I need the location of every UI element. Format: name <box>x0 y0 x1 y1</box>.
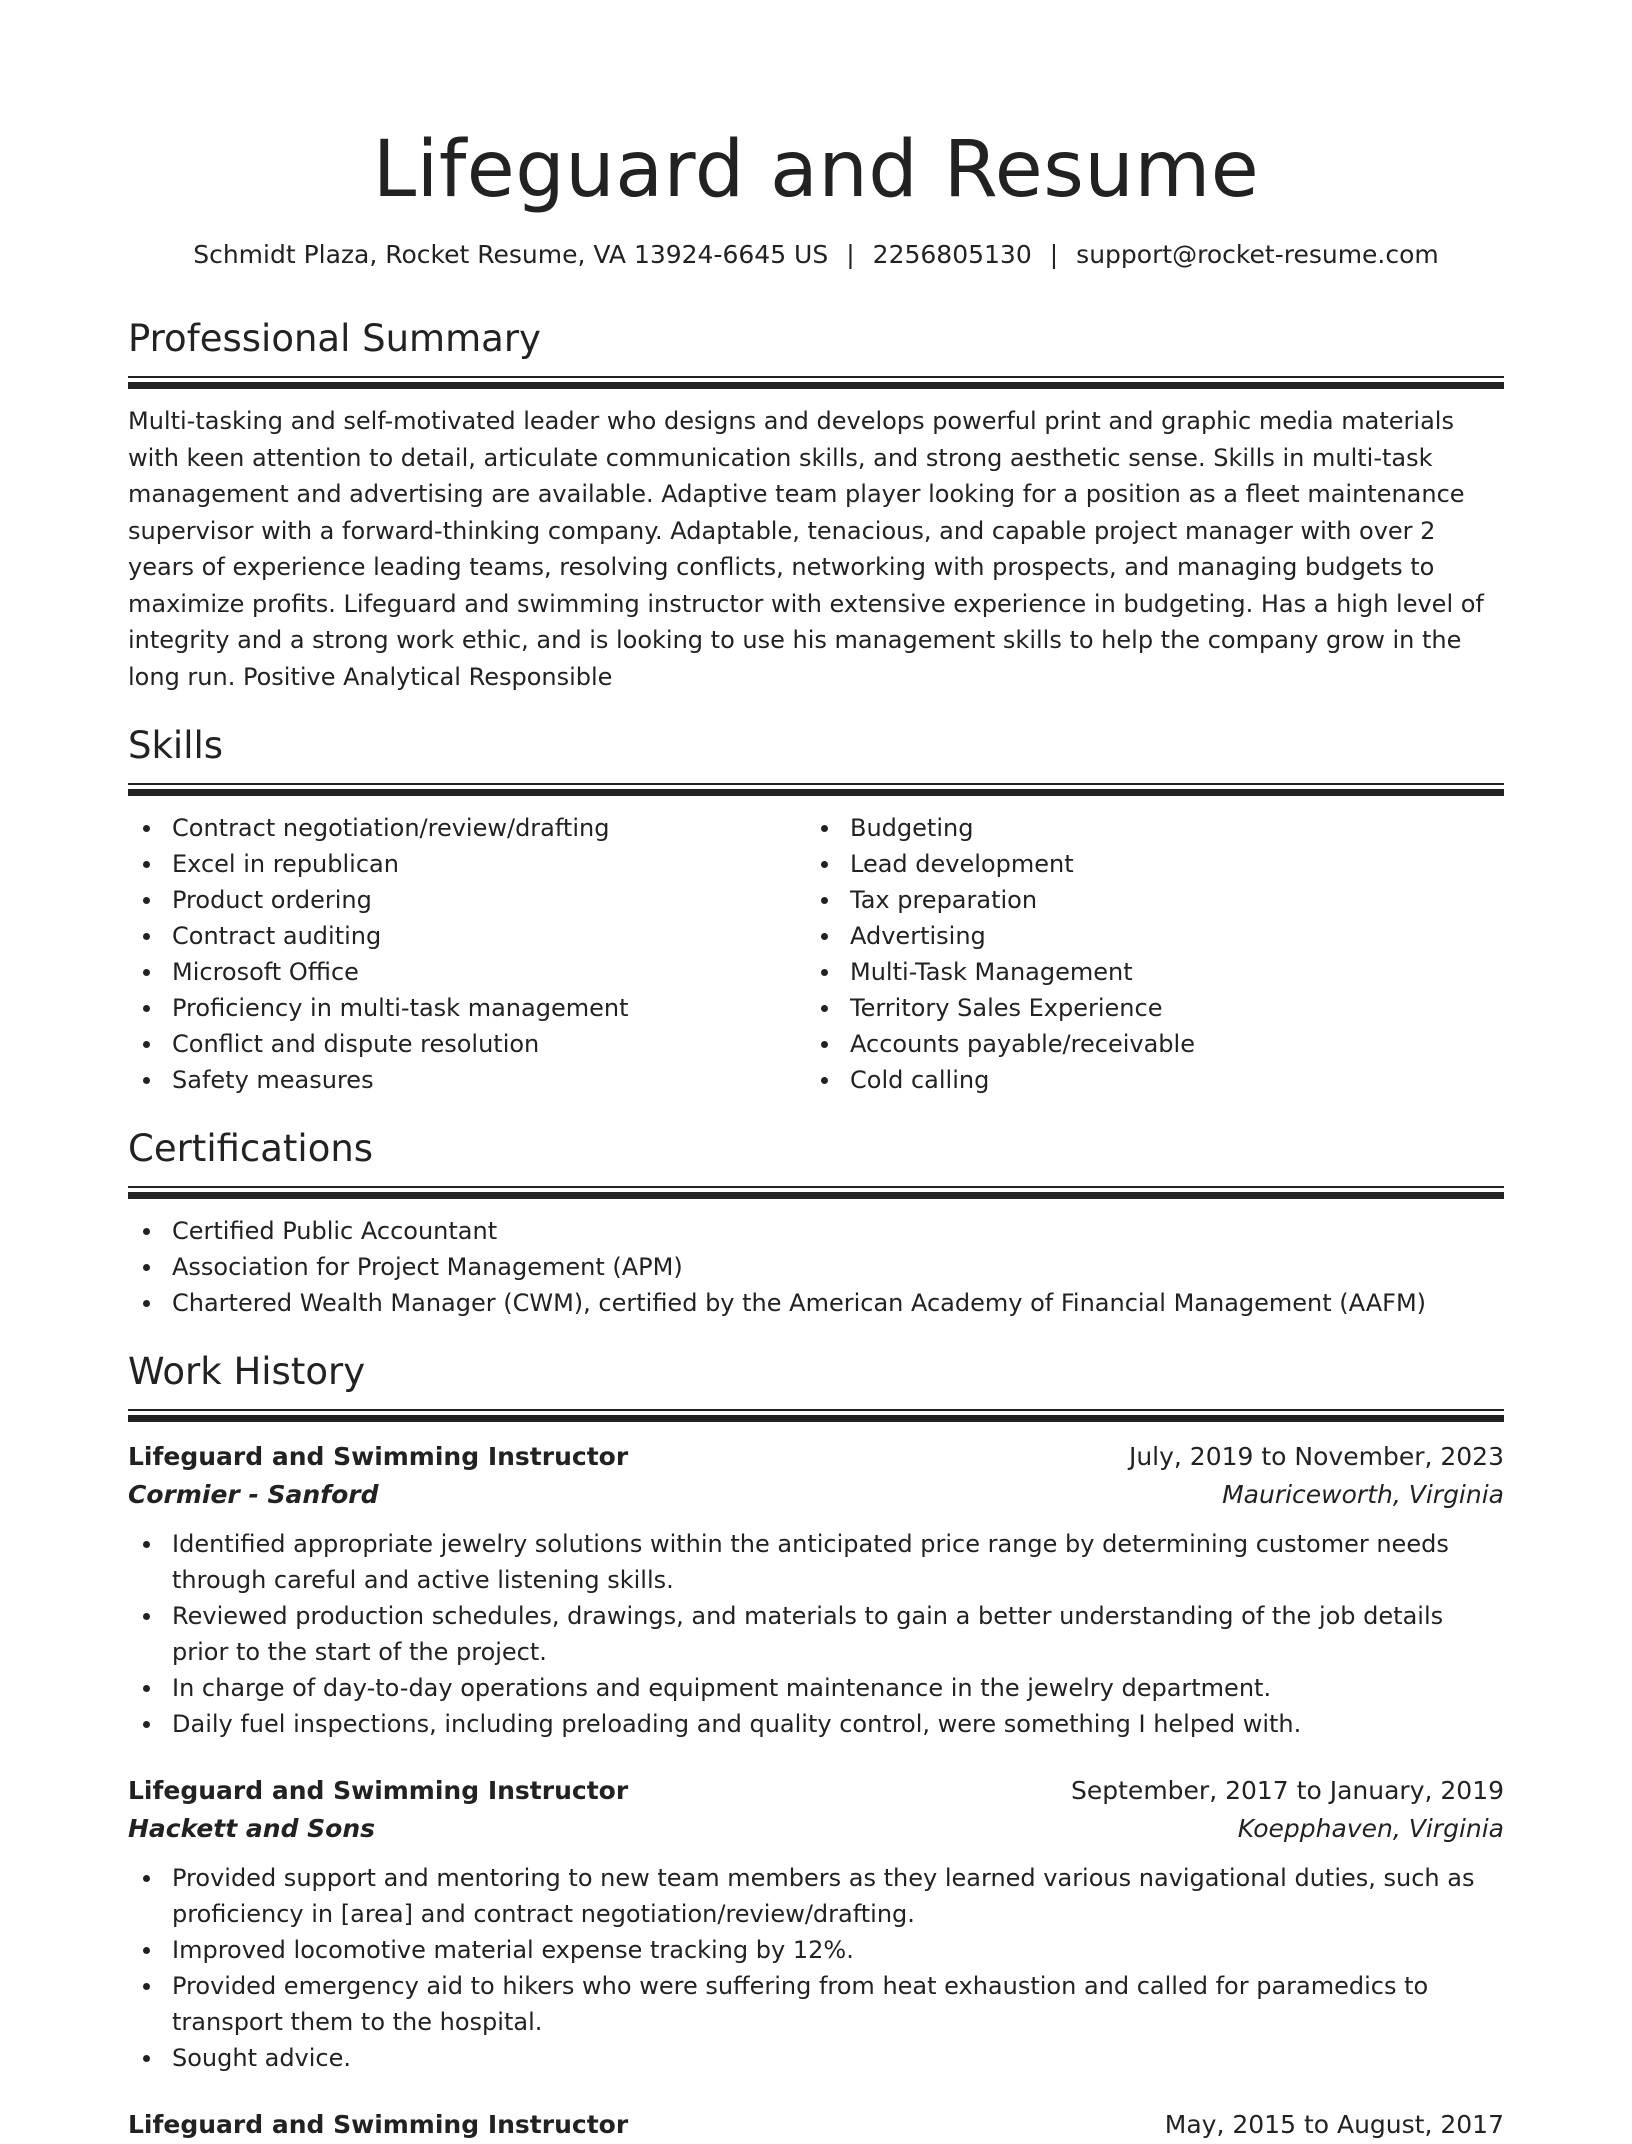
summary-heading: Professional Summary <box>128 317 541 360</box>
certification-item: Association for Project Management (APM) <box>128 1249 1504 1285</box>
skill-item: Contract auditing <box>128 918 806 954</box>
job-header <box>128 1772 1504 1810</box>
work-history-heading: Work History <box>128 1350 366 1393</box>
job-dates: September, 2017 to January, 2019 <box>1071 1776 1504 1805</box>
job-entry <box>128 1438 1504 1742</box>
certification-item: Certified Public Accountant <box>128 1213 1504 1249</box>
section-divider <box>128 1409 1504 1422</box>
contact-phone: 2256805130 <box>872 240 1032 269</box>
skill-item: Excel in republican <box>128 846 806 882</box>
job-bullet: In charge of day-to-day operations and equipment maintenance in the jewelry department. <box>128 1670 1504 1706</box>
summary-section <box>128 316 1504 695</box>
certifications-list <box>128 1213 1504 1321</box>
section-divider <box>128 1186 1504 1199</box>
skills-heading: Skills <box>128 724 224 767</box>
job-bullet: Daily fuel inspections, including preloading and quality control, were something I helped with. <box>128 1706 1504 1742</box>
skill-item: Tax preparation <box>806 882 1504 918</box>
certification-item: Chartered Wealth Manager (CWM), certified by the American Academy of Financial Management (AAFM) <box>128 1285 1504 1321</box>
resume-name: Lifeguard and Resume <box>372 125 1260 215</box>
contact-address: Schmidt Plaza, Rocket Resume, VA 13924-6645 US <box>193 240 829 269</box>
job-bullet: Provided emergency aid to hikers who were suffering from heat exhaustion and called for paramedics to transport them to the hospital. <box>128 1968 1504 2040</box>
job-bullets <box>128 1860 1504 2076</box>
job-bullet: Sought advice. <box>128 2040 1504 2076</box>
job-dates: May, 2015 to August, 2017 <box>1164 2110 1504 2139</box>
job-subheader <box>128 1810 1504 1848</box>
job-title: Lifeguard and Swimming Instructor <box>128 2110 629 2139</box>
job-subheader <box>128 1476 1504 1514</box>
job-title: Lifeguard and Swimming Instructor <box>128 1776 629 1805</box>
certifications-section <box>128 1126 1504 1321</box>
job-header <box>128 1438 1504 1476</box>
skill-item: Proficiency in multi-task management <box>128 990 806 1026</box>
job-bullet: Identified appropriate jewelry solutions within the anticipated price range by determining customer needs through careful and active listening skills. <box>128 1526 1504 1598</box>
job-title: Lifeguard and Swimming Instructor <box>128 1442 629 1471</box>
section-divider <box>128 376 1504 389</box>
contact-line <box>128 238 1504 272</box>
skill-item: Product ordering <box>128 882 806 918</box>
skill-item: Safety measures <box>128 1062 806 1098</box>
contact-separator: | <box>1049 240 1059 269</box>
summary-text: Multi-tasking and self-motivated leader who designs and develops powerful print and graphic media materials with keen attention to detail, articulate communication skills, and strong aesthetic sense. Skills in multi-task management and advertising are available. Adaptive team player looking for a position as a fleet maintenance supervisor with a forward-thinking company. Adaptable, tenacious, and capable project manager with over 2 years of experience leading teams, resolving conflicts, networking with prospects, and managing budgets to maximize profits. Lifeguard and swimming instructor with extensive experience in budgeting. Has a high level of integrity and a strong work ethic, and is looking to use his management skills to help the company grow in the long run. Positive Analytical Responsible <box>128 407 1484 691</box>
skill-item: Budgeting <box>806 810 1504 846</box>
job-company: Hackett and Sons <box>128 1814 376 1843</box>
job-dates: July, 2019 to November, 2023 <box>1128 1442 1504 1471</box>
skill-item: Multi-Task Management <box>806 954 1504 990</box>
job-company: Cormier - Sanford <box>128 1480 379 1509</box>
skill-item: Accounts payable/receivable <box>806 1026 1504 1062</box>
skill-item: Lead development <box>806 846 1504 882</box>
job-bullet: Provided support and mentoring to new team members as they learned various navigational duties, such as proficiency in [area] and contract negotiation/review/drafting. <box>128 1860 1504 1932</box>
job-bullet: Improved locomotive material expense tracking by 12%. <box>128 1932 1504 1968</box>
job-bullets <box>128 1526 1504 1742</box>
resume-page <box>128 0 1504 2144</box>
skills-grid <box>128 810 1504 1098</box>
skill-item: Cold calling <box>806 1062 1504 1098</box>
skill-item: Advertising <box>806 918 1504 954</box>
skill-item: Contract negotiation/review/drafting <box>128 810 806 846</box>
job-entry <box>128 1772 1504 2076</box>
job-location: Mauriceworth, Virginia <box>1222 1480 1504 1509</box>
job-bullet: Reviewed production schedules, drawings, and materials to gain a better understanding of the job details prior to the start of the project. <box>128 1598 1504 1670</box>
certifications-heading: Certifications <box>128 1127 374 1170</box>
contact-email: support@rocket-resume.com <box>1076 240 1439 269</box>
job-location: Koepphaven, Virginia <box>1237 1814 1504 1843</box>
work-history-section <box>128 1349 1504 2144</box>
contact-separator: | <box>846 240 855 269</box>
skill-item: Microsoft Office <box>128 954 806 990</box>
skills-left-list <box>128 810 806 1098</box>
skill-item: Conflict and dispute resolution <box>128 1026 806 1062</box>
skill-item: Territory Sales Experience <box>806 990 1504 1026</box>
skills-right-list <box>806 810 1504 1098</box>
skills-section <box>128 723 1504 1098</box>
section-divider <box>128 783 1504 796</box>
